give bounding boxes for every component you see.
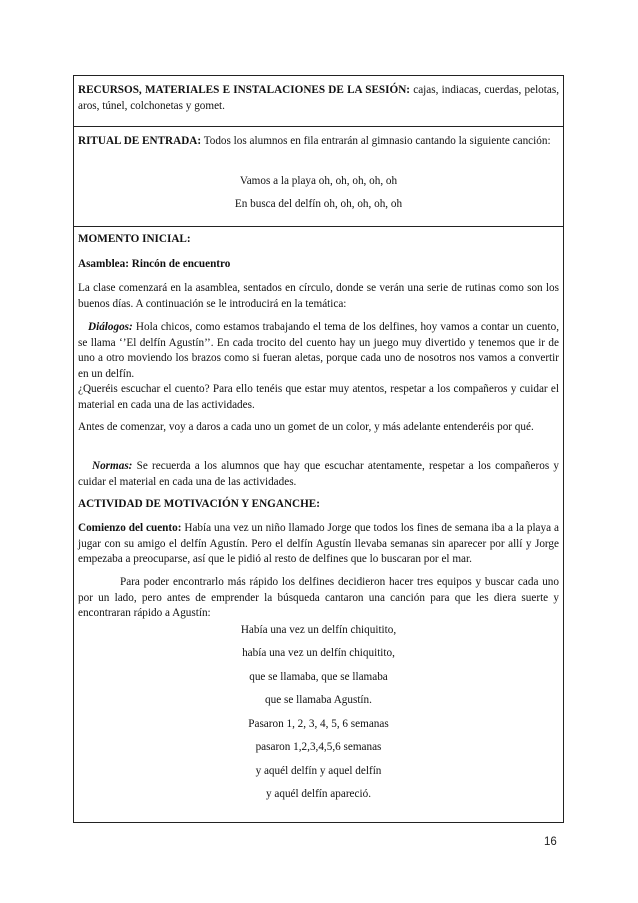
cuento-song-line-2: había una vez un delfín chiquitito,: [242, 647, 395, 659]
cuento-song-line-3: que se llamaba, que se llamaba: [249, 671, 388, 683]
escuchar-text: ¿Queréis escuchar el cuento? Para ello tenéis que estar muy atentos, respetar a los compañeros y cuidar el material en cada una de las actividades.: [78, 383, 559, 411]
normas-text: Se recuerda a los alumnos que hay que escuchar atentamente, respetar a los compañeros y cuidar el material en cada una de las actividades.: [78, 460, 559, 488]
dialogos-text: Hola chicos, como estamos trabajando el tema de los delfines, hoy vamos a contar un cuento, se llama ‘’El delfín Agustín’’. En cada trocito del cuento hay un juego muy divertido y tenemos que ir de uno a otro moviendo los brazos como si fueran aletas, porque cada uno de nosotros nos vamos a convertir en un delfín.: [78, 321, 559, 380]
recursos-label: RECURSOS, MATERIALES E INSTALACIONES DE LA SESIÓN:: [78, 84, 411, 96]
session-table: [73, 75, 564, 823]
gomet-text: Antes de comenzar, voy a daros a cada uno un gomet de un color, y más adelante entenderéis por qué.: [78, 421, 534, 433]
ritual-cell: [78, 134, 559, 150]
momento-heading: MOMENTO INICIAL:: [78, 233, 191, 245]
ritual-song-line-1: Vamos a la playa oh, oh, oh, oh, oh: [239, 175, 398, 187]
cuento-song-line-5: Pasaron 1, 2, 3, 4, 5, 6 semanas: [248, 718, 389, 730]
comienzo-paragraph: [78, 521, 559, 568]
momento-row: [74, 226, 563, 825]
cuento-song-line-8: y aquél delfín apareció.: [266, 788, 371, 800]
dialogos-label: Diálogos:: [88, 321, 133, 333]
cuento-song-line-1: Había una vez un delfín chiquitito,: [240, 624, 397, 636]
ritual-label: RITUAL DE ENTRADA:: [78, 135, 202, 147]
ritual-text: Todos los alumnos en fila entrarán al gimnasio cantando la siguiente canción:: [201, 135, 551, 147]
ritual-row: [74, 126, 563, 227]
dialogos-paragraph: [78, 320, 559, 382]
para-text: Para poder encontrarlo más rápido los delfines decidieron hacer tres equipos y buscar cada uno por un lado, pero antes de emprender la búsqueda cantaron una canción para que les diera suerte y encontraran rápido a Agustín:: [78, 576, 559, 619]
cuento-song-line-6: pasaron 1,2,3,4,5,6 semanas: [255, 741, 382, 753]
normas-paragraph: [78, 459, 559, 490]
page-number: 16: [544, 836, 557, 848]
recursos-text: cajas, indiacas, cuerdas, pelotas, aros, túnel, colchonetas y gomet.: [78, 84, 559, 112]
comienzo-label: Comienzo del cuento:: [78, 522, 182, 534]
ritual-song-line-2: En busca del delfín oh, oh, oh, oh, oh: [234, 198, 403, 210]
asamblea-heading: Asamblea: Rincón de encuentro: [78, 258, 231, 270]
cuento-song-line-7: y aquél delfín y aquel delfín: [255, 765, 382, 777]
asamblea-text: La clase comenzará en la asamblea, sentados en círculo, donde se verán una serie de rutinas como son los buenos días. A continuación se le introducirá en la temática:: [78, 282, 559, 310]
actividad-heading: ACTIVIDAD DE MOTIVACIÓN Y ENGANCHE:: [78, 498, 320, 510]
cuento-song-line-4: que se llamaba Agustín.: [265, 694, 372, 706]
recursos-cell: [78, 83, 559, 114]
recursos-row: [74, 76, 563, 126]
comienzo-text: Había una vez un niño llamado Jorge que todos los fines de semana iba a la playa a jugar con su amigo el delfín Agustín. Pero el delfín Agustín llevaba semanas sin aparecer por allí y Jorge empezaba a preocuparse, así que le pidió al resto de delfines que lo buscaran por el mar.: [78, 522, 559, 565]
normas-label: Normas:: [92, 460, 133, 472]
